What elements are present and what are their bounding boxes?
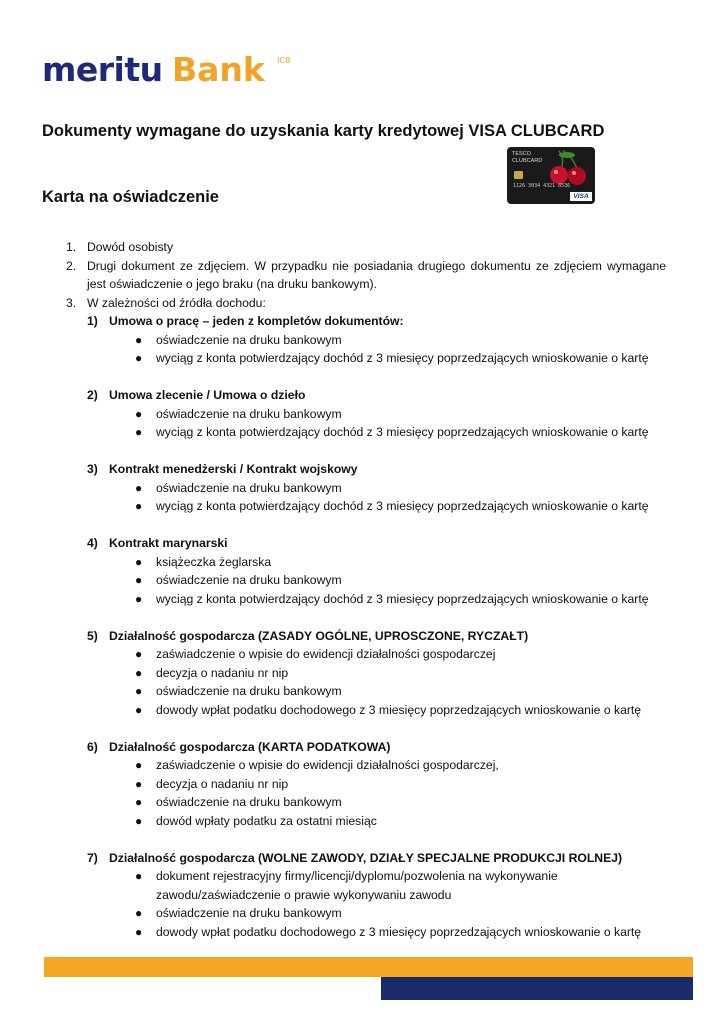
income-section-business-free-professions — [58, 849, 666, 942]
credit-card-image — [507, 147, 595, 204]
card-brand-line1: TESCO — [512, 151, 531, 157]
list-item: ● decyzja o nadaniu nr nip — [135, 665, 289, 680]
income-section-contract — [58, 386, 666, 442]
list-item: ● oświadczenie na druku bankowym — [135, 684, 342, 698]
list-item: 2. Drugi dokument ze zdjęciem. W przypadku nie posiadania drugiego dokumentu ze zdjęciem wymagane jest oświadczenie o jego braku (na druku bankowym). — [66, 258, 666, 291]
logo-text-meritu: meritu — [42, 50, 163, 89]
list-item: 3. W zależności od źródła dochodu: — [66, 295, 266, 310]
logo-text-bank: Bank — [172, 50, 265, 89]
footer-bar-navy — [381, 977, 693, 1000]
list-item: ● oświadczenie na druku bankowym — [135, 480, 342, 495]
section-title: 4) Kontrakt marynarski — [87, 536, 228, 550]
list-item: ● dowody wpłat podatku dochodowego z 3 miesięcy poprzedzających wnioskowanie o kartę — [135, 924, 642, 939]
list-item: 1. Dowód osobisty — [66, 240, 174, 254]
list-item: ● oświadczenie na druku bankowym — [135, 906, 342, 920]
list-item: ● oświadczenie na druku bankowym — [135, 406, 342, 421]
list-item: ● oświadczenie na druku bankowym — [135, 795, 342, 809]
list-item: ● zaświadczenie o wpisie do ewidencji działalności gospodarczej — [135, 647, 496, 661]
list-item: ● oświadczenie na druku bankowym — [135, 332, 342, 347]
income-section-maritime — [58, 534, 666, 608]
list-item: ● wyciąg z konta potwierdzający dochód z 3 miesięcy poprzedzających wnioskowanie o kartę — [135, 351, 649, 365]
list-item: ● oświadczenie na druku bankowym — [135, 573, 342, 587]
income-section-employment — [58, 312, 666, 368]
list-item: ● zaświadczenie o wpisie do ewidencji działalności gospodarczej, — [135, 758, 499, 772]
list-item: ● wyciąg z konta potwierdzający dochód z 3 miesięcy poprzedzających wnioskowanie o kartę — [135, 425, 649, 439]
logo-badge-icb: ICB — [277, 56, 291, 65]
footer-bar-orange — [44, 957, 693, 977]
income-section-managerial — [58, 460, 666, 516]
income-section-business-tax-card — [58, 738, 666, 831]
income-section-business-general — [58, 627, 666, 720]
list-item: ● decyzja o nadaniu nr nip — [135, 776, 289, 791]
section-title: 1) Umowa o pracę – jeden z kompletów dokumentów: — [87, 314, 404, 328]
card-chip — [514, 171, 523, 179]
list-item: ● dowody wpłat podatku dochodowego z 3 miesięcy poprzedzających wnioskowanie o kartę — [135, 702, 642, 717]
section-title: 6) Działalność gospodarcza (KARTA PODATKOWA) — [87, 739, 391, 754]
card-number: 1126 3034 4321 8536 — [513, 183, 571, 189]
list-item: ● wyciąg z konta potwierdzający dochód z 3 miesięcy poprzedzających wnioskowanie o kartę — [135, 499, 649, 513]
list-item: ● wyciąg z konta potwierdzający dochód z 3 miesięcy poprzedzających wnioskowanie o kartę — [135, 591, 649, 606]
list-item: ● dowód wpłaty podatku za ostatni miesiąc — [135, 813, 377, 828]
page-title: Dokumenty wymagane do uzyskania karty kredytowej VISA CLUBCARD — [42, 122, 605, 140]
section-title: 3) Kontrakt menedżerski / Kontrakt wojskowy — [87, 462, 358, 476]
page-subtitle: Karta na oświadczenie — [42, 188, 219, 206]
list-item: ● książeczka żeglarska — [135, 554, 272, 569]
section-title: 5) Działalność gospodarcza (ZASADY OGÓLNE, UPROSCZONE, RYCZAŁT) — [87, 628, 529, 643]
section-title: 2) Umowa zlecenie / Umowa o dzieło — [87, 388, 306, 402]
card-brand-line2: CLUBCARD — [512, 158, 543, 164]
document-content — [58, 238, 666, 941]
list-item: ● dokument rejestracyjny firmy/licencji/dyplomu/pozwolenia na wykonywanie zawodu/zaświadczenie o prawie wykonywaniu zawodu — [135, 869, 558, 902]
visa-logo: VISA — [570, 192, 592, 201]
section-title: 7) Działalność gospodarcza (WOLNE ZAWODY, DZIAŁY SPECJALNE PRODUKCJI ROLNEJ) — [87, 850, 623, 865]
